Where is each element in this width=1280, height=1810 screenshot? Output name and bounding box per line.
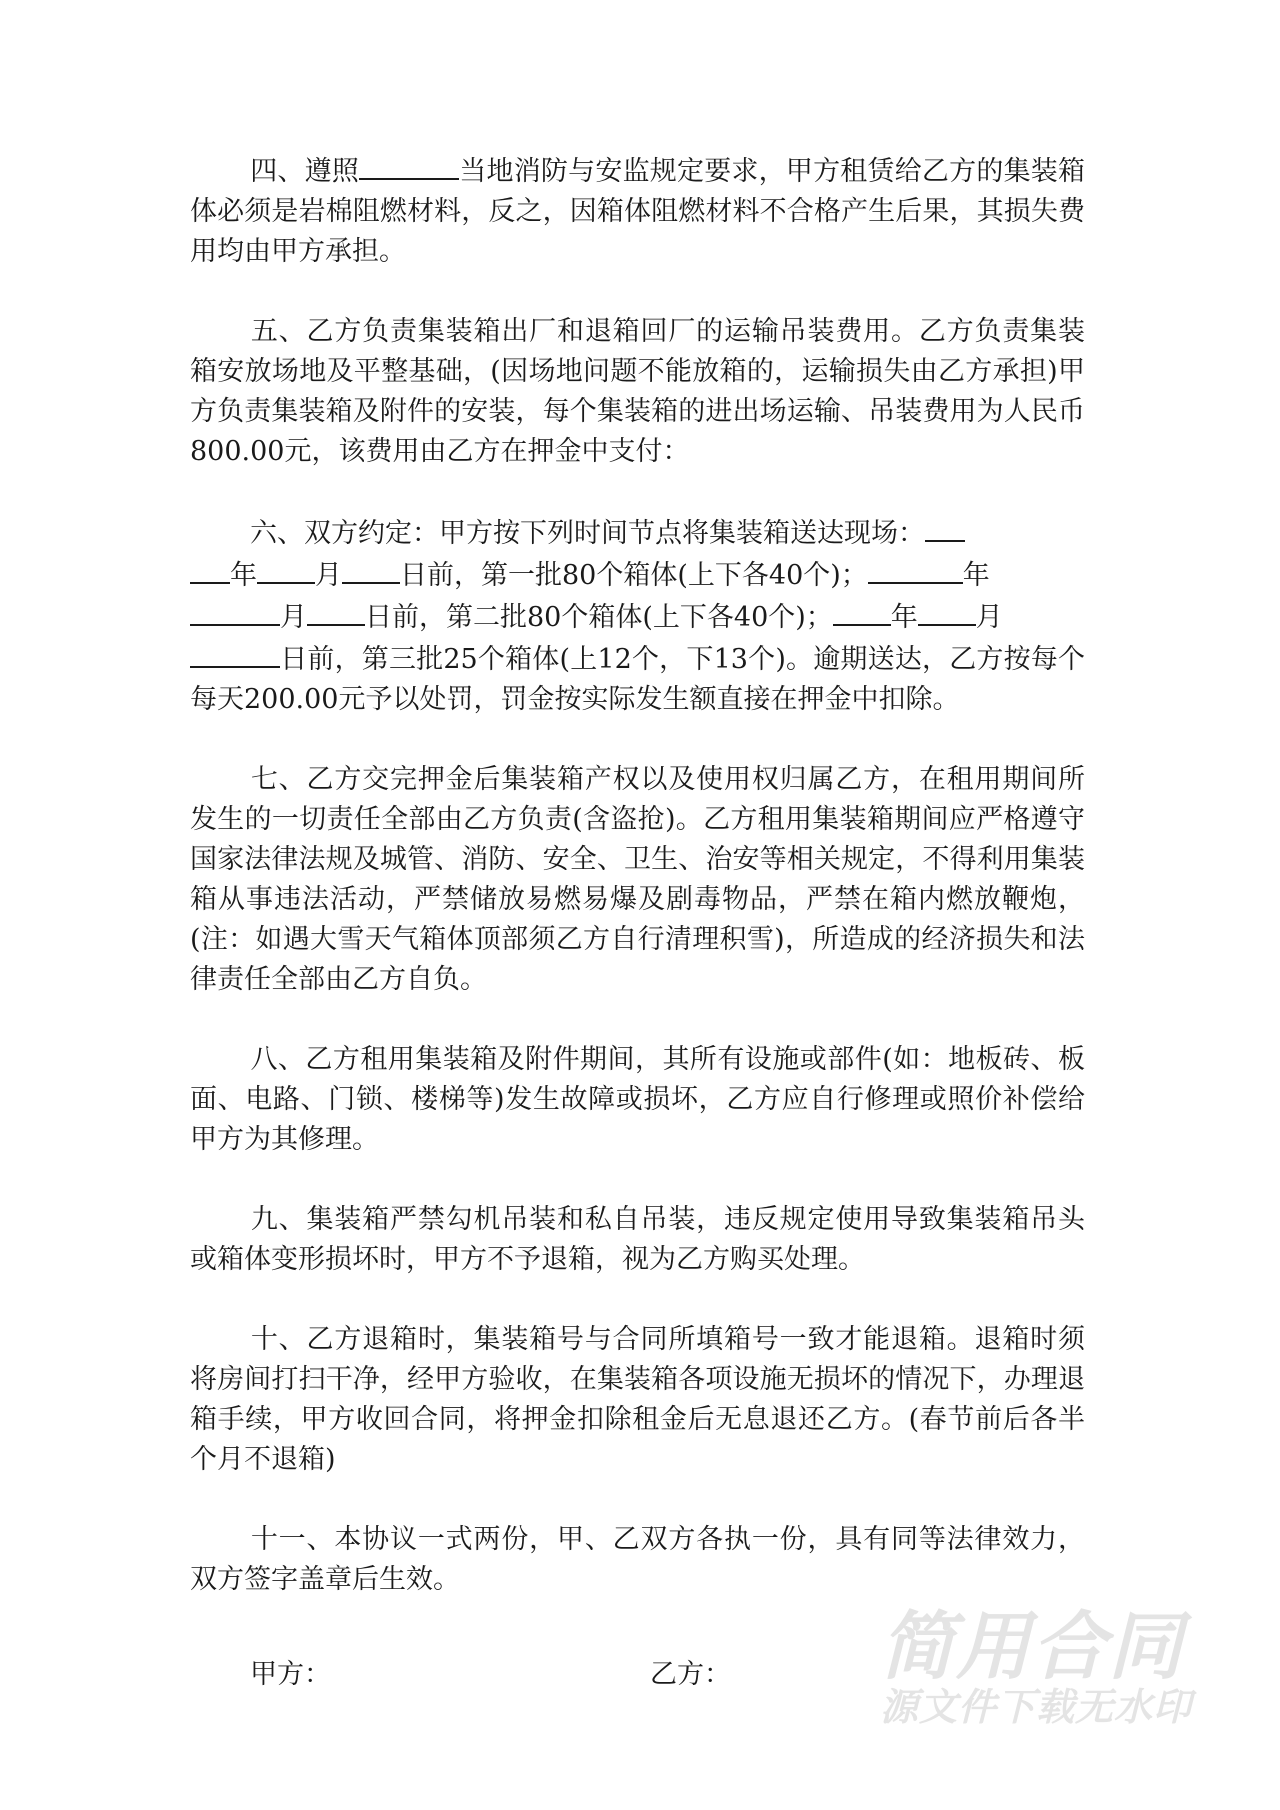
contract-body	[190, 150, 1085, 1640]
month-label: 月	[280, 602, 307, 633]
month-label: 月	[975, 602, 1003, 633]
clause-4-text: 当地消防与安监规定要求，甲方租赁给乙方的集装箱体必须是岩棉阻燃材料，反之，因箱体阻燃材料不合格产生后果，其损失费用均由甲方承担。	[190, 156, 1086, 267]
clause-6-intro: 六、双方约定：甲方按下列时间节点将集装箱送达现场：	[250, 518, 925, 549]
batch3-day-blank[interactable]	[190, 638, 280, 668]
batch2-month-blank[interactable]	[190, 596, 280, 626]
clause-4	[190, 150, 1085, 272]
batch1-text: 日前，第一批80个箱体(上下各40个)；	[400, 560, 868, 591]
clause-8-text: 八、乙方租用集装箱及附件期间，其所有设施或部件(如：地板砖、板面、电路、门锁、楼梯等)发生故障或损坏，乙方应自行修理或照价补偿给甲方为其修理。	[190, 1044, 1085, 1155]
clause-5-text: 五、乙方负责集装箱出厂和退箱回厂的运输吊装费用。乙方负责集装箱安放场地及平整基础，(因场地问题不能放箱的，运输损失由乙方承担)甲方负责集装箱及附件的安装，每个集装箱的进出场运输、吊装费用为人民币800.00元，该费用由乙方在押金中支付：	[190, 316, 1085, 467]
clause-6	[190, 512, 1085, 720]
batch1-year-blank[interactable]	[925, 512, 965, 542]
batch3-year-blank[interactable]	[833, 596, 891, 626]
clause-10-text: 十、乙方退箱时，集装箱号与合同所填箱号一致才能退箱。退箱时须将房间打扫干净，经甲方验收，在集装箱各项设施无损坏的情况下，办理退箱手续，甲方收回合同，将押金扣除租金后无息退还乙方。(春节前后各半个月不退箱)	[190, 1324, 1085, 1475]
clause-7-text: 七、乙方交完押金后集装箱产权以及使用权归属乙方，在租用期间所发生的一切责任全部由乙方负责(含盗抢)。乙方租用集装箱期间应严格遵守国家法律法规及城管、消防、安全、卫生、治安等相关规定，不得利用集装箱从事违法活动，严禁储放易燃易爆及剧毒物品，严禁在箱内燃放鞭炮，(注：如遇大雪天气箱体顶部须乙方自行清理积雪)，所造成的经济损失和法律责任全部由乙方自负。	[190, 764, 1085, 995]
batch2-year-blank[interactable]	[868, 554, 963, 584]
batch1-month-blank[interactable]	[257, 554, 315, 584]
batch2-day-blank[interactable]	[307, 596, 365, 626]
month-label: 月	[315, 560, 342, 591]
clause-5	[190, 312, 1085, 472]
batch1-year-blank-cont[interactable]	[190, 554, 230, 584]
clause-8	[190, 1040, 1085, 1160]
year-label: 年	[962, 560, 990, 591]
batch2-text: 日前，第二批80个箱体(上下各40个)；	[365, 602, 833, 633]
year-label: 年	[890, 602, 918, 633]
clause-10	[190, 1320, 1085, 1480]
year-label: 年	[230, 560, 257, 591]
party-b-signature-label: 乙方：	[650, 1659, 731, 1690]
fill-blank[interactable]	[359, 150, 459, 180]
clause-9-text: 九、集装箱严禁勾机吊装和私自吊装，违反规定使用导致集装箱吊头或箱体变形损坏时，甲方不予退箱，视为乙方购买处理。	[190, 1204, 1085, 1275]
batch3-month-blank[interactable]	[918, 596, 976, 626]
clause-9	[190, 1200, 1085, 1280]
watermark-brand: 简用合同	[880, 1604, 1184, 1690]
batch3-text: 日前，第三批25个箱体(上12个，下13个)。逾期送达，乙方按每个每天200.00元予以处罚，罚金按实际发生额直接在押金中扣除。	[190, 644, 1085, 715]
party-a-signature-label: 甲方：	[250, 1659, 331, 1690]
batch1-day-blank[interactable]	[342, 554, 400, 584]
clause-11-text: 十一、本协议一式两份，甲、乙双方各执一份，具有同等法律效力，双方签字盖章后生效。	[190, 1524, 1085, 1595]
clause-7	[190, 760, 1085, 1000]
watermark-tagline: 源文件下载无水印	[880, 1685, 1193, 1729]
clause-4-lead: 四、遵照	[250, 156, 360, 187]
